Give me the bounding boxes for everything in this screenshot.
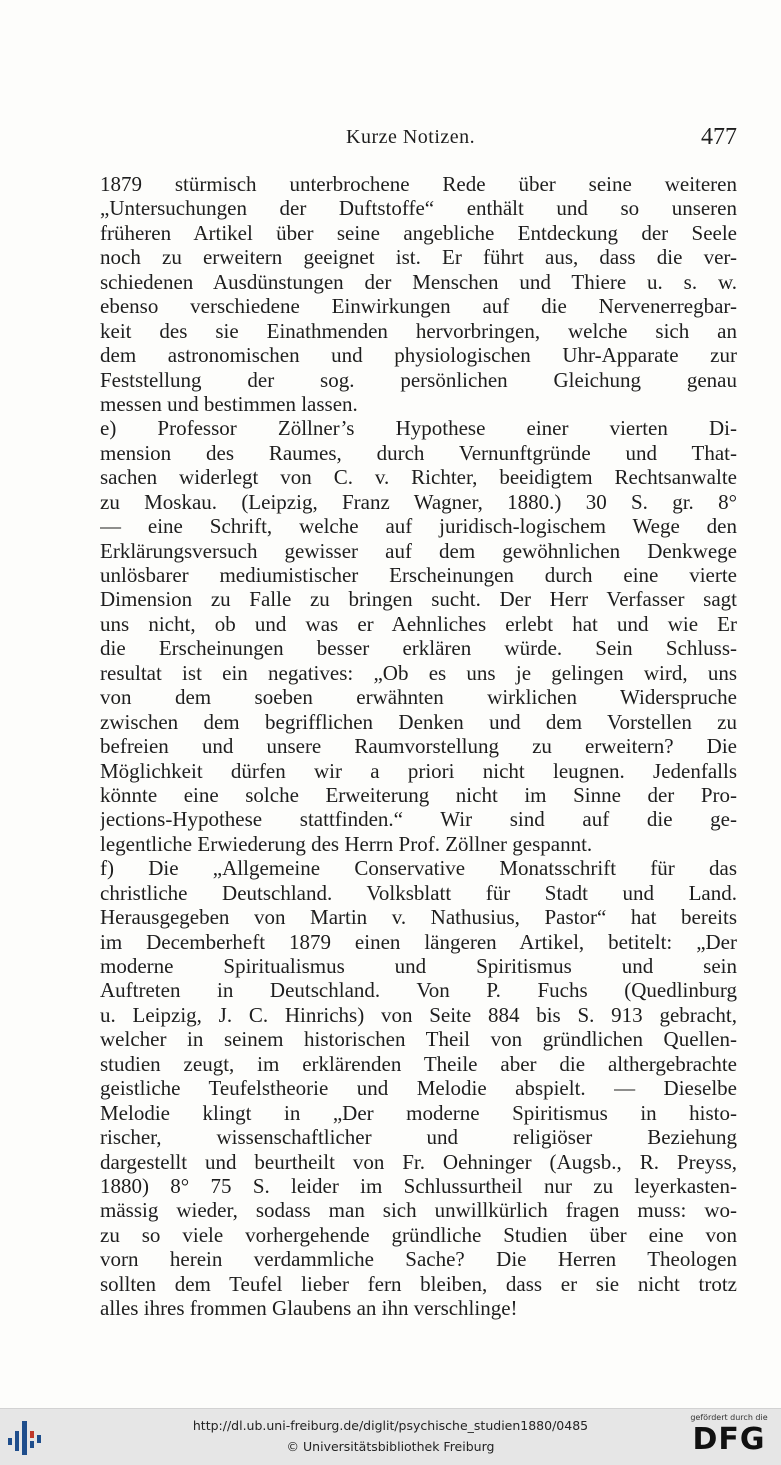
text-line: zu so viele vorhergehende gründliche Studien über eine von (100, 1222, 737, 1247)
text-line: Möglichkeit dürfen wir a priori nicht leugnen. Jedenfalls (100, 758, 737, 783)
dfg-logo-mark: DFG (692, 1422, 766, 1457)
text-line: befreien und unsere Raumvorstellung zu erweitern? Die (100, 734, 737, 759)
text-line: christliche Deutschland. Volksblatt für Stadt und Land. (100, 880, 737, 905)
text-line: „Untersuchungen der Duftstoffe“ enthält und so unseren (100, 196, 737, 221)
text-line: u. Leipzig, J. C. Hinrichs) von Seite 884 bis S. 913 gebracht, (100, 1002, 737, 1027)
text-line: resultat ist ein negatives: „Ob es uns je gelingen wird, uns (100, 660, 737, 685)
text-line: Feststellung der sog. persönlichen Gleichung genau (100, 367, 737, 392)
text-line: dargestellt und beurtheilt von Fr. Oehninger (Augsb., R. Preyss, (100, 1149, 737, 1174)
text-line: Melodie klingt in „Der moderne Spiritismus in histo- (100, 1100, 737, 1125)
text-line: könnte eine solche Erweiterung nicht im Sinne der Pro- (100, 782, 737, 807)
text-line: welcher in seinem historischen Theil von gründlichen Quellen- (100, 1027, 737, 1052)
text-line: mässig wieder, sodass man sich unwillkürlich fragen muss: wo- (100, 1198, 737, 1223)
viewer-footer (0, 1408, 781, 1465)
dfg-funding-note: gefördert durch die (690, 1413, 768, 1422)
text-line: noch zu erweitern geeignet ist. Er führt aus, dass die ver- (100, 245, 737, 270)
text-line: von dem soeben erwähnten wirklichen Widerspruche (100, 685, 737, 710)
text-line: — eine Schrift, welche auf juridisch-logischem Wege den (100, 514, 737, 539)
text-line: f) Die „Allgemeine Conservative Monatsschrift für das (100, 856, 737, 881)
text-line: zwischen dem begrifflichen Denken und dem Vorstellen zu (100, 709, 737, 734)
text-line: Dimension zu Falle zu bringen sucht. Der Herr Verfasser sagt (100, 587, 737, 612)
text-line: unlösbarer mediumistischer Erscheinungen durch eine vierte (100, 563, 737, 587)
text-line: uns nicht, ob und was er Aehnliches erlebt hat und wie Er (100, 611, 737, 636)
text-line: früheren Artikel über seine angebliche Entdeckung der Seele (100, 220, 737, 245)
text-line: rischer, wissenschaftlicher und religiöser Beziehung (100, 1125, 737, 1150)
text-line: 1880) 8° 75 S. leider im Schlussurtheil nur zu leyerkasten- (100, 1173, 737, 1198)
text-line: dem astronomischen und physiologischen Uhr-Apparate zur (100, 343, 737, 368)
text-line: studien zeugt, im erklärenden Theile aber die althergebrachte (100, 1051, 737, 1076)
text-line: moderne Spiritualismus und Spiritismus und sein (100, 954, 737, 978)
text-line: mension des Raumes, durch Vernunftgründe und That- (100, 440, 737, 465)
text-line: sachen widerlegt von C. v. Richter, beeidigtem Rechtsanwalte (100, 465, 737, 490)
text-line: die Erscheinungen besser erklären würde. Sein Schluss- (100, 636, 737, 661)
text-line: zu Moskau. (Leipzig, Franz Wagner, 1880.) 30 S. gr. 8° (100, 489, 737, 514)
text-line: alles ihres frommen Glaubens an ihn verschlinge! (100, 1296, 518, 1321)
text-line: schiedenen Ausdünstungen der Menschen und Thiere u. s. w. (100, 269, 737, 294)
text-line: ebenso verschiedene Einwirkungen auf die Nervenerregbar- (100, 294, 737, 319)
permalink-url[interactable]: http://dl.ub.uni-freiburg.de/diglit/psychische_studien1880/0485 (192, 1418, 589, 1433)
text-line: keit des sie Einathmenden hervorbringen, welche sich an (100, 318, 737, 343)
page-number: 477 (701, 124, 737, 150)
text-line: messen und bestimmen lassen. (100, 391, 358, 416)
running-title: Kurze Notizen. (346, 126, 476, 148)
text-line: legentliche Erwiederung des Herrn Prof. Zöllner gespannt. (100, 831, 593, 856)
text-line: im Decemberheft 1879 einen längeren Artikel, betitelt: „Der (100, 929, 737, 954)
text-line: jections-Hypothese stattfinden.“ Wir sind auf die ge- (100, 807, 737, 832)
text-line: vorn herein verdammliche Sache? Die Herren Theologen (100, 1247, 737, 1272)
text-line: sollten dem Teufel lieber fern bleiben, dass er sie nicht trotz (100, 1271, 737, 1296)
text-line: e) Professor Zöllner’s Hypothese einer vierten Di- (100, 416, 737, 441)
text-line: geistliche Teufelstheorie und Melodie abspielt. — Dieselbe (100, 1076, 737, 1101)
text-line: Erklärungsversuch gewisser auf dem gewöhnlichen Denkwege (100, 538, 737, 563)
running-head (100, 124, 737, 154)
body-text (100, 172, 737, 1321)
dfg-logo (687, 1413, 771, 1461)
text-line: 1879 stürmisch unterbrochene Rede über seine weiteren (100, 172, 737, 196)
text-line: Auftreten in Deutschland. Von P. Fuchs (Quedlinburg (100, 978, 737, 1003)
copyright-notice: © Universitätsbibliothek Freiburg (286, 1439, 495, 1454)
text-line: Herausgegeben von Martin v. Nathusius, Pastor“ hat bereits (100, 905, 737, 930)
